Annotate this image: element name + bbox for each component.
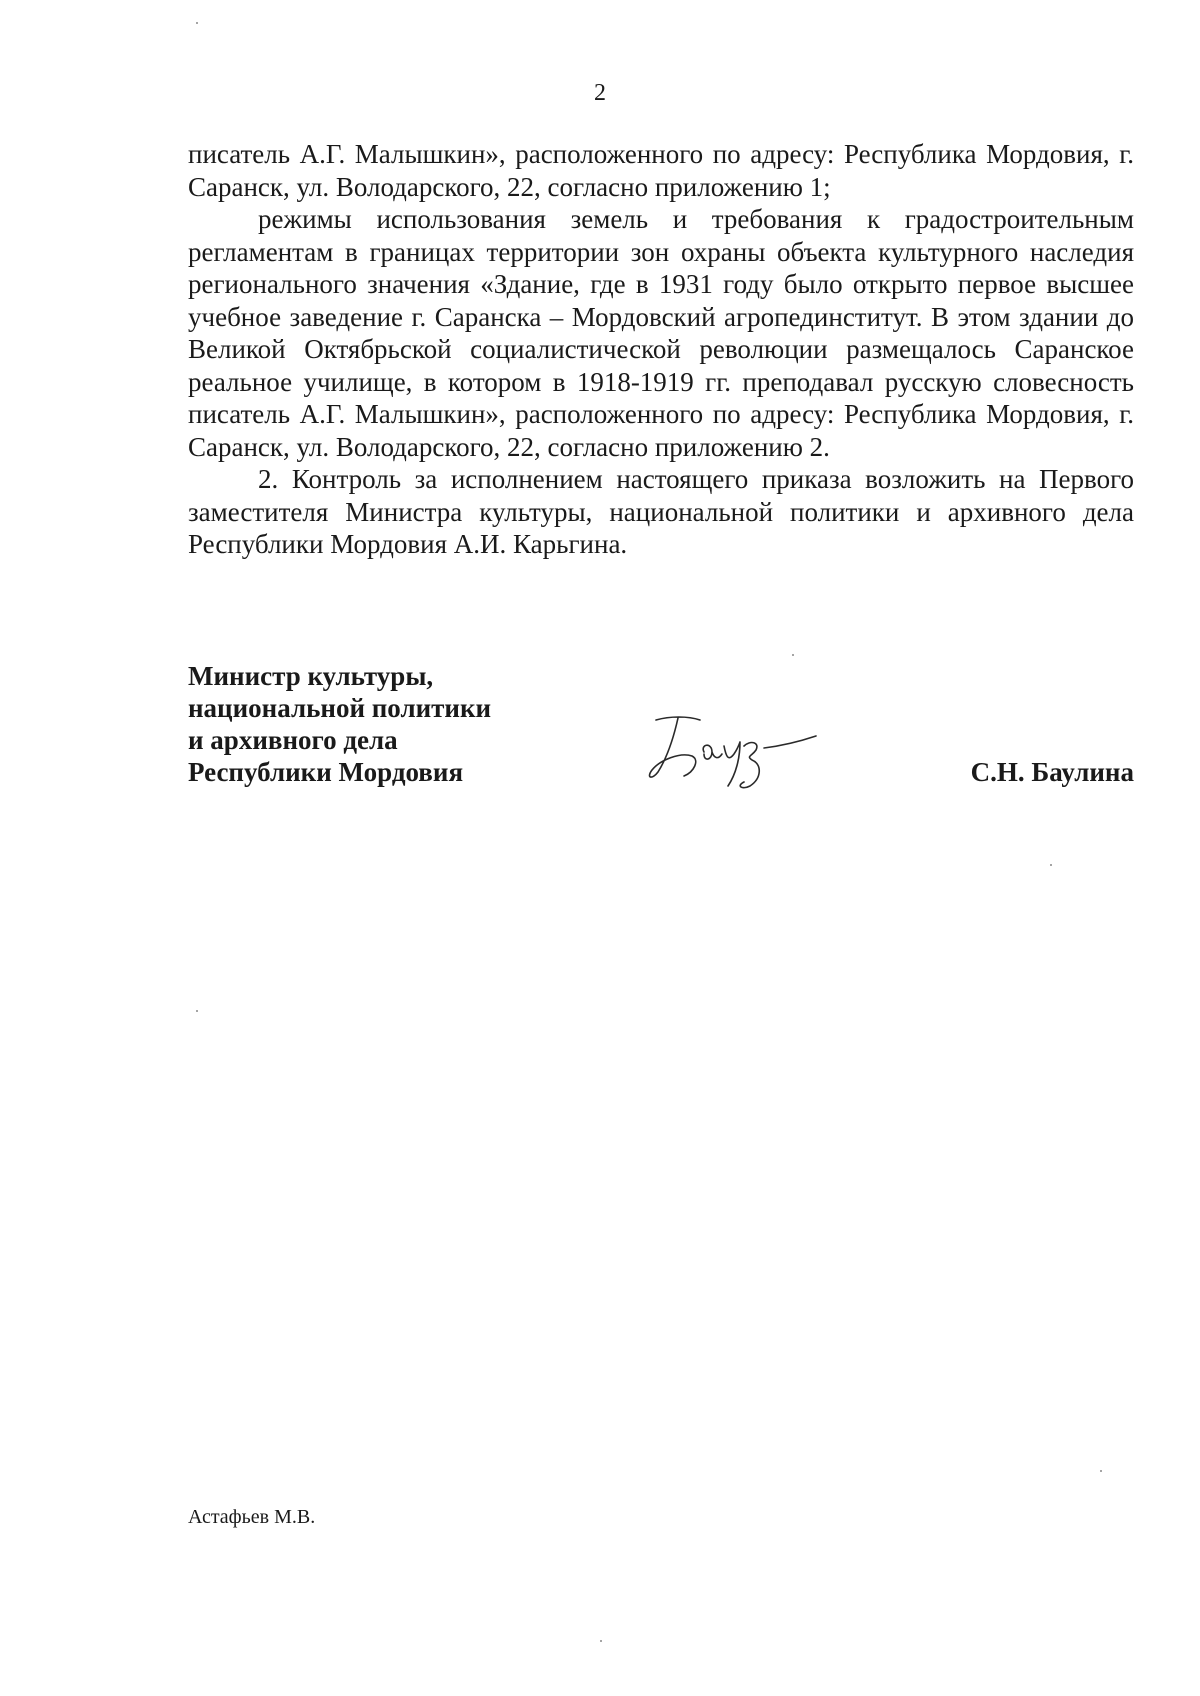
- scan-speck: [1100, 1470, 1102, 1472]
- executor-name: Астафьев М.В.: [188, 1506, 316, 1528]
- handwritten-signature: [640, 706, 840, 796]
- signatory-position-line: Министр культуры,: [188, 661, 434, 691]
- signatory-position-line: Республики Мордовия: [188, 757, 464, 787]
- page-number: 2: [594, 80, 606, 106]
- scan-speck: [196, 22, 198, 24]
- signatory-name: С.Н. Баулина: [970, 757, 1134, 787]
- scan-speck: [196, 1010, 198, 1012]
- signatory-position: [188, 660, 491, 788]
- paragraph-1: писатель А.Г. Малышкин», расположенного по адресу: Республика Мордовия, г. Саранск, ул. Володарского, 22, согласно приложению 1;: [188, 139, 1134, 202]
- scan-speck: [1050, 864, 1052, 866]
- paragraph-2: режимы использования земель и требования к градостроительным регламентам в границах территории зон охраны объекта культурного наследия регионального значения «Здание, где в 1931 году было открыто первое высшее учебное заведение г. Саранска – Мордовский агропединститут. В этом здании до Великой Октябрьской социалистической революции размещалось Саранское реальное училище, в котором в 1918-1919 гг. преподавал русскую словесность писатель А.Г. Малышкин», расположенного по адресу: Республика Мордовия, г. Саранск, ул. Володарского, 22, согласно приложению 2.: [188, 204, 1134, 462]
- paragraph-3: 2. Контроль за исполнением настоящего приказа возложить на Первого заместителя Министра культуры, национальной политики и архивного дела Республики Мордовия А.И. Карьгина.: [188, 464, 1134, 559]
- document-body: [188, 138, 1134, 561]
- scan-speck: [792, 654, 794, 656]
- scan-speck: [600, 1640, 602, 1642]
- signatory-position-line: национальной политики: [188, 693, 492, 723]
- signatory-position-line: и архивного дела: [188, 725, 398, 755]
